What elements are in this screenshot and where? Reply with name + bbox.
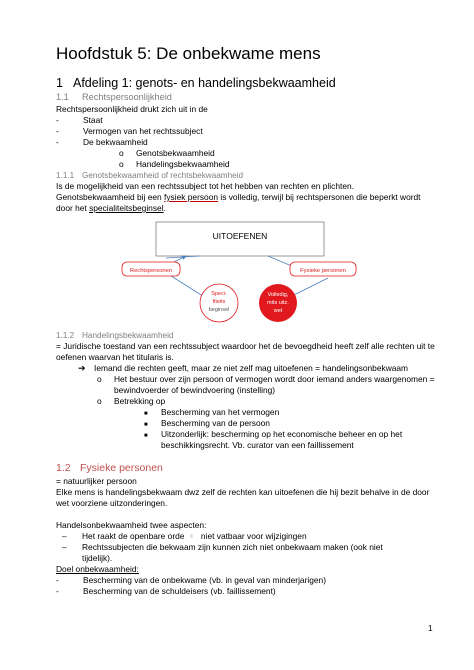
list-subitem: o Betrekking op [97,396,166,406]
subsubsection-1-1-1-heading: 1.1.1 Genotsbekwaamheid of rechtsbekwaamheid [56,171,244,180]
arrow-list-item: ➔ Iemand die rechten geeft, maar ze niet zelf mag uitoefenen = handelingsonbekwaam [78,363,409,373]
circle-right-line-3: wet [273,308,283,314]
paragraph: Handelsonbekwaamheid twee aspecten: [56,520,207,530]
chapter-title: Hoofdstuk 5: De onbekwame mens [56,44,321,63]
note-mark: ᶜ [190,534,193,541]
section-number: 1 [56,76,63,90]
section-title: Afdeling 1: genots- en handelingsbekwaamheid [73,76,336,90]
circle-left-line-1: Speci- [211,291,227,297]
paragraph: = natuurlijker persoon [56,476,137,486]
list-subitem-cont: bewindvoerder of bewindvoering (instelling) [114,385,276,395]
square-item: ■ Uitzonderlijk: bescherming op het economische beheer en op het [144,429,403,439]
dash-item: – Het raakt de openbare orde ᶜ niet vatbaar voor wijzigingen [62,531,307,541]
list-subitem: o Handelingsbekwaamheid [119,159,230,169]
list-item: - Vermogen van het rechtssubject [56,126,203,136]
paragraph: door het specialiteitsbeginsel. [56,203,166,213]
arrow-icon: ➔ [78,363,86,373]
subsection-number: 1.1 [56,92,69,102]
list-subitem: o Genotsbekwaamheid [119,148,215,158]
paragraph: Genotsbekwaamheid bij een fysiek persoon is volledig, terwijl bij rechtspersonen die beperkt wordt [56,192,421,202]
list-item: - Bescherming van de onbekwame (vb. in geval van minderjarigen) [56,575,327,585]
paragraph: Elke mens is handelingsbekwaam dwz zelf de rechten kan uitoefenen die hij bezit behalve in de door [56,487,430,497]
paragraph: Is de mogelijkheid van een rechtssubject tot het hebben van rechten en plichten. [56,181,354,191]
list-item: - Staat [56,115,103,125]
circle-right-line-2: mits uitz. [267,300,289,306]
subsection-1-2-heading: 1.2 Fysieke personen [56,462,163,474]
paragraph: Rechtspersoonlijkheid drukt zich uit in de [56,104,208,114]
paragraph: = Juridische toestand van een rechtssubject waardoor het de bevoegdheid heeft zelf alle rechten uit te [56,341,435,351]
arrow-left-down [168,274,206,298]
circle-left-line-3: beginsel [208,307,230,313]
subsection-1-1-heading [56,91,172,103]
square-item: ■ Bescherming van het vermogen [144,407,280,417]
bekwaamheid-diagram [110,216,370,330]
doel-heading: Doel onbekwaamheid: [56,564,139,574]
fysieke-personen-label: Fysieke personen [300,268,346,274]
paragraph: oefenen waarvan het titularis is. [56,352,174,362]
list-item: - Bescherming van de schuldeisers (vb. faillissement) [56,586,276,596]
rechtspersonen-label: Rechtspersonen [129,268,173,274]
square-item: ■ Bescherming van de persoon [144,418,270,428]
list-subitem: o Het bestuur over zijn persoon of vermogen wordt door iemand anders waargenomen = [97,374,435,384]
dash-item: – Rechtssubjecten die bekwaam zijn kunnen zich niet onbekwaam maken (ook niet [62,542,383,552]
page-number: 1 [428,623,433,633]
circle-right-line-1: Volledig, [267,292,289,298]
paragraph: wet voorziene uitzonderingen. [56,498,168,508]
uitoefenen-label: UITOEFENEN [212,231,268,241]
list-item: - De bekwaamheid [56,137,148,147]
subsection-title: Rechtspersoonlijkheid [82,92,172,102]
square-item-cont: beschikkingsrecht. Vb. curator van een faillissement [161,440,354,450]
circle-left-line-2: fiteits [212,299,226,305]
subsubsection-1-1-2-heading: 1.1.2 Handelingsbekwaamheid [56,331,174,340]
dash-item-cont: tijdelijk). [82,553,113,563]
section-1-heading [56,76,336,91]
